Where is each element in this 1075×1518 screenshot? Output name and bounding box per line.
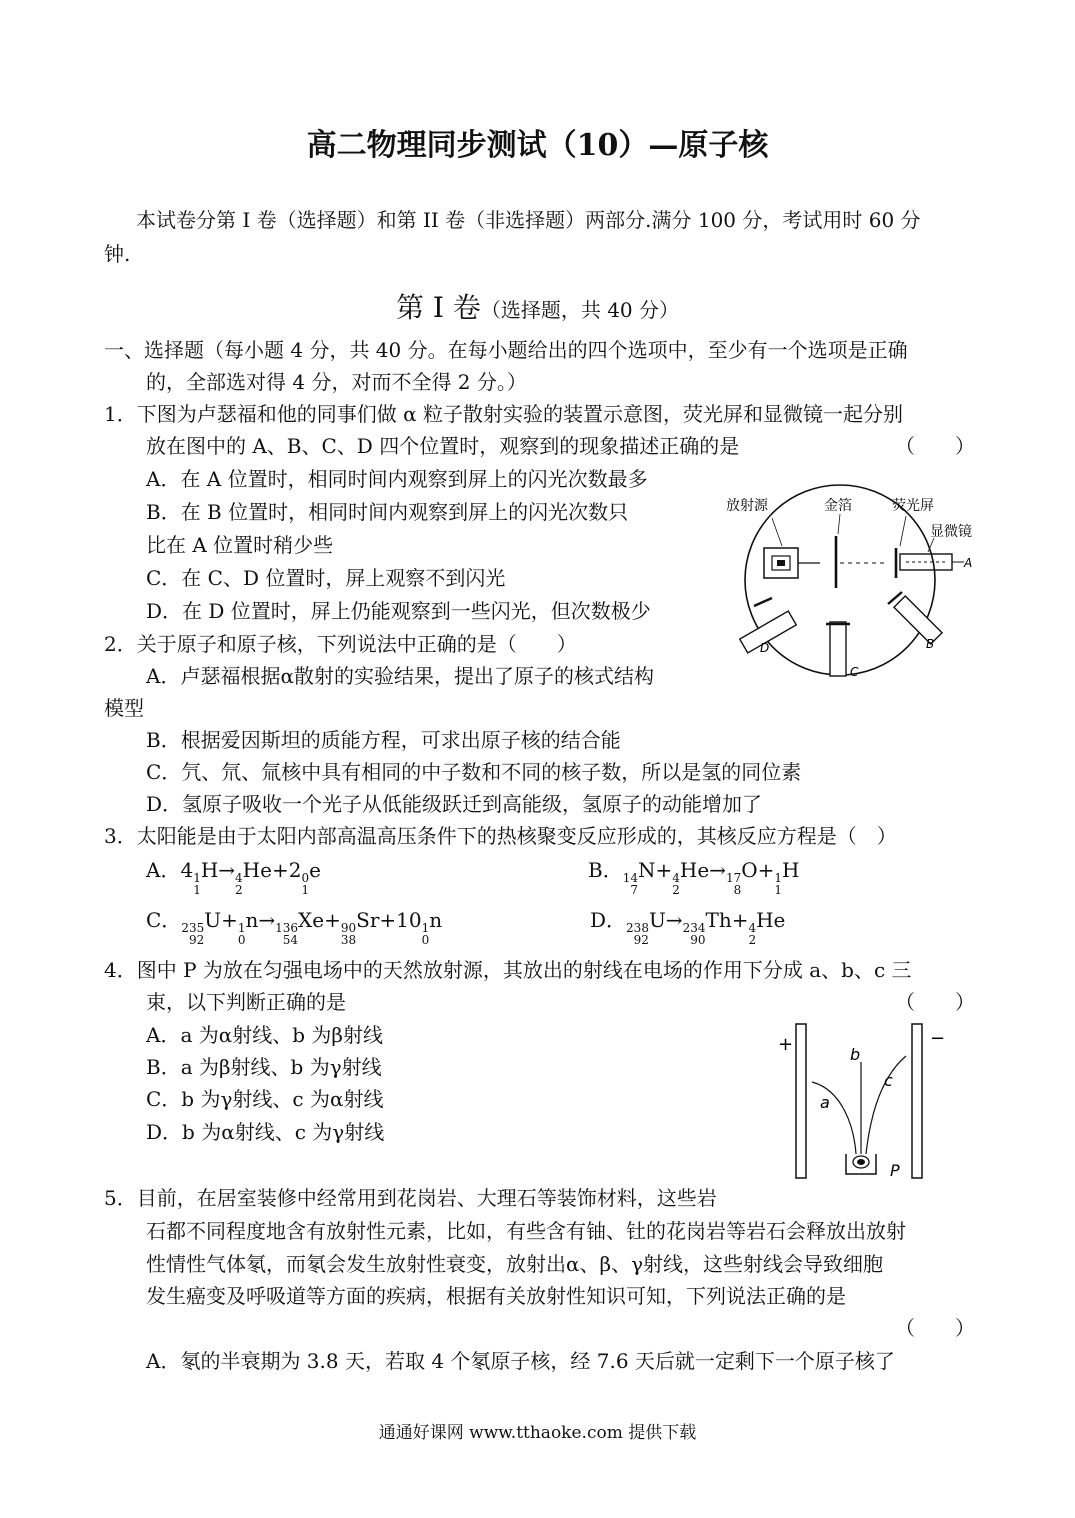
q3-option-a xyxy=(146,854,321,896)
q5-line-2: 石都不同程度地含有放射性元素，比如，有些含有铀、钍的花岗岩等岩石会释放出放射 xyxy=(146,1219,906,1243)
q4-option-a: A．a 为α射线、b 为β射线 xyxy=(146,1023,383,1047)
q5-line-3: 性情性气体氡，而氡会发生放射性衰变，放射出α、β、γ射线，这些射线会导致细胞 xyxy=(146,1252,884,1276)
q3-equation-a: 4 1 1 H→ 4 2 He+2 0 1 e xyxy=(180,858,321,897)
intro-line-2: 钟. xyxy=(104,242,131,266)
q1-answer-paren: （ ） xyxy=(895,434,975,458)
q3-equation-b: 14 7 N+ 4 2 He→ 17 8 O+ 1 1 H xyxy=(622,858,800,897)
label-pos-c: C xyxy=(850,665,859,679)
q4-option-d: D．b 为α射线、c 为γ射线 xyxy=(146,1120,385,1144)
rutherford-apparatus-figure xyxy=(720,480,980,680)
q3-option-d-label: D． xyxy=(590,908,627,932)
q4-stem-2: 束，以下判断正确的是 xyxy=(146,990,346,1014)
q4-option-b: B．a 为β射线、b 为γ射线 xyxy=(146,1055,382,1079)
q2-option-a-1: A．卢瑟福根据α散射的实验结果，提出了原子的核式结构 xyxy=(146,664,654,688)
label-pos-a: A xyxy=(964,556,973,570)
q1-option-c: C．在 C、D 位置时，屏上观察不到闪光 xyxy=(146,566,506,590)
page-footer: 通通好课网 www.tthaoke.com 提供下载 xyxy=(378,1423,697,1443)
q1-stem-1: 1．下图为卢瑟福和他的同事们做 α 粒子散射实验的装置示意图，荧光屏和显微镜一起分别 xyxy=(104,402,903,426)
q1-option-b-2: 比在 A 位置时稍少些 xyxy=(146,533,334,557)
q3-equation-d: 238 92 U→ 234 90 Th+ 4 2 He xyxy=(626,908,786,947)
q3-option-c-label: C． xyxy=(146,908,182,932)
q3-option-c xyxy=(146,904,442,946)
q5-line-4: 发生癌变及呼吸道等方面的疾病，根据有关放射性知识可知，下列说法正确的是 xyxy=(146,1284,846,1308)
part1-instructions-2: 的，全部选对得 4 分，对而不全得 2 分。） xyxy=(146,370,527,394)
q1-option-a: A．在 A 位置时，相同时间内观察到屏上的闪光次数最多 xyxy=(146,467,648,491)
section-heading xyxy=(0,286,1075,326)
q1-option-b-1: B．在 B 位置时，相同时间内观察到屏上的闪光次数只 xyxy=(146,500,629,524)
q5-answer-paren: （ ） xyxy=(895,1316,975,1340)
q2-option-a-2: 模型 xyxy=(104,696,144,720)
q3-option-b xyxy=(588,854,799,896)
label-source: 放射源 xyxy=(726,498,768,514)
q2-stem: 2．关于原子和原子核，下列说法中正确的是（ ） xyxy=(104,632,577,656)
label-pos-b: B xyxy=(926,637,935,651)
label-plus: + xyxy=(778,1034,794,1055)
label-gold-foil: 金箔 xyxy=(824,498,852,514)
page-title: 高二物理同步测试（10）—原子核 xyxy=(306,128,769,163)
q4-option-c: C．b 为γ射线、c 为α射线 xyxy=(146,1087,384,1111)
q4-answer-paren: （ ） xyxy=(895,990,975,1014)
q2-option-d: D．氢原子吸收一个光子从低能级跃迁到高能级，氢原子的动能增加了 xyxy=(146,792,763,816)
intro-line-1: 本试卷分第 I 卷（选择题）和第 II 卷（非选择题）两部分.满分 100 分，考试用时 60 分 xyxy=(136,208,921,232)
q2-option-c: C．氕、氘、氚核中具有相同的中子数和不同的核子数，所以是氢的同位素 xyxy=(146,760,802,784)
q5-option-a: A．氡的半衰期为 3.8 天，若取 4 个氡原子核，经 7.6 天后就一定剩下一个原子核了 xyxy=(146,1349,895,1373)
q5-line-1: 5．目前，在居室装修中经常用到花岗岩、大理石等装饰材料，这些岩 xyxy=(104,1186,717,1210)
label-ray-b: b xyxy=(850,1045,861,1064)
radiation-field-figure xyxy=(770,1016,950,1186)
q1-option-d: D．在 D 位置时，屏上仍能观察到一些闪光，但次数极少 xyxy=(146,599,651,623)
q3-option-d xyxy=(590,904,785,946)
q3-stem: 3．太阳能是由于太阳内部高温高压条件下的热核聚变反应形成的，其核反应方程是（ ） xyxy=(104,824,897,848)
label-minus: − xyxy=(930,1028,946,1049)
q3-option-b-label: B． xyxy=(588,858,623,882)
label-ray-c: c xyxy=(884,1071,893,1090)
label-ray-a: a xyxy=(820,1093,830,1112)
part1-instructions-1: 一、选择题（每小题 4 分，共 40 分。在每小题给出的四个选项中，至少有一个选项是正确 xyxy=(104,338,908,362)
q1-stem-2: 放在图中的 A、B、C、D 四个位置时，观察到的现象描述正确的是 xyxy=(146,434,740,458)
label-microscope: 显微镜 xyxy=(930,524,972,540)
section-heading-main: 第 I 卷 xyxy=(395,291,481,324)
section-heading-sub: （选择题，共 40 分） xyxy=(480,298,680,322)
label-screen: 荧光屏 xyxy=(892,498,934,514)
label-pos-d: D xyxy=(760,641,770,655)
q4-stem-1: 4．图中 P 为放在匀强电场中的天然放射源，其放出的射线在电场的作用下分成 a、b、c 三 xyxy=(104,958,912,982)
q3-option-a-label: A． xyxy=(146,858,181,882)
label-source-p: P xyxy=(890,1161,900,1180)
q3-equation-c: 235 92 U+ 1 0 n→ 136 54 Xe+ 90 38 Sr+10 1 0 n xyxy=(181,908,443,947)
q2-option-b: B．根据爱因斯坦的质能方程，可求出原子核的结合能 xyxy=(146,728,621,752)
